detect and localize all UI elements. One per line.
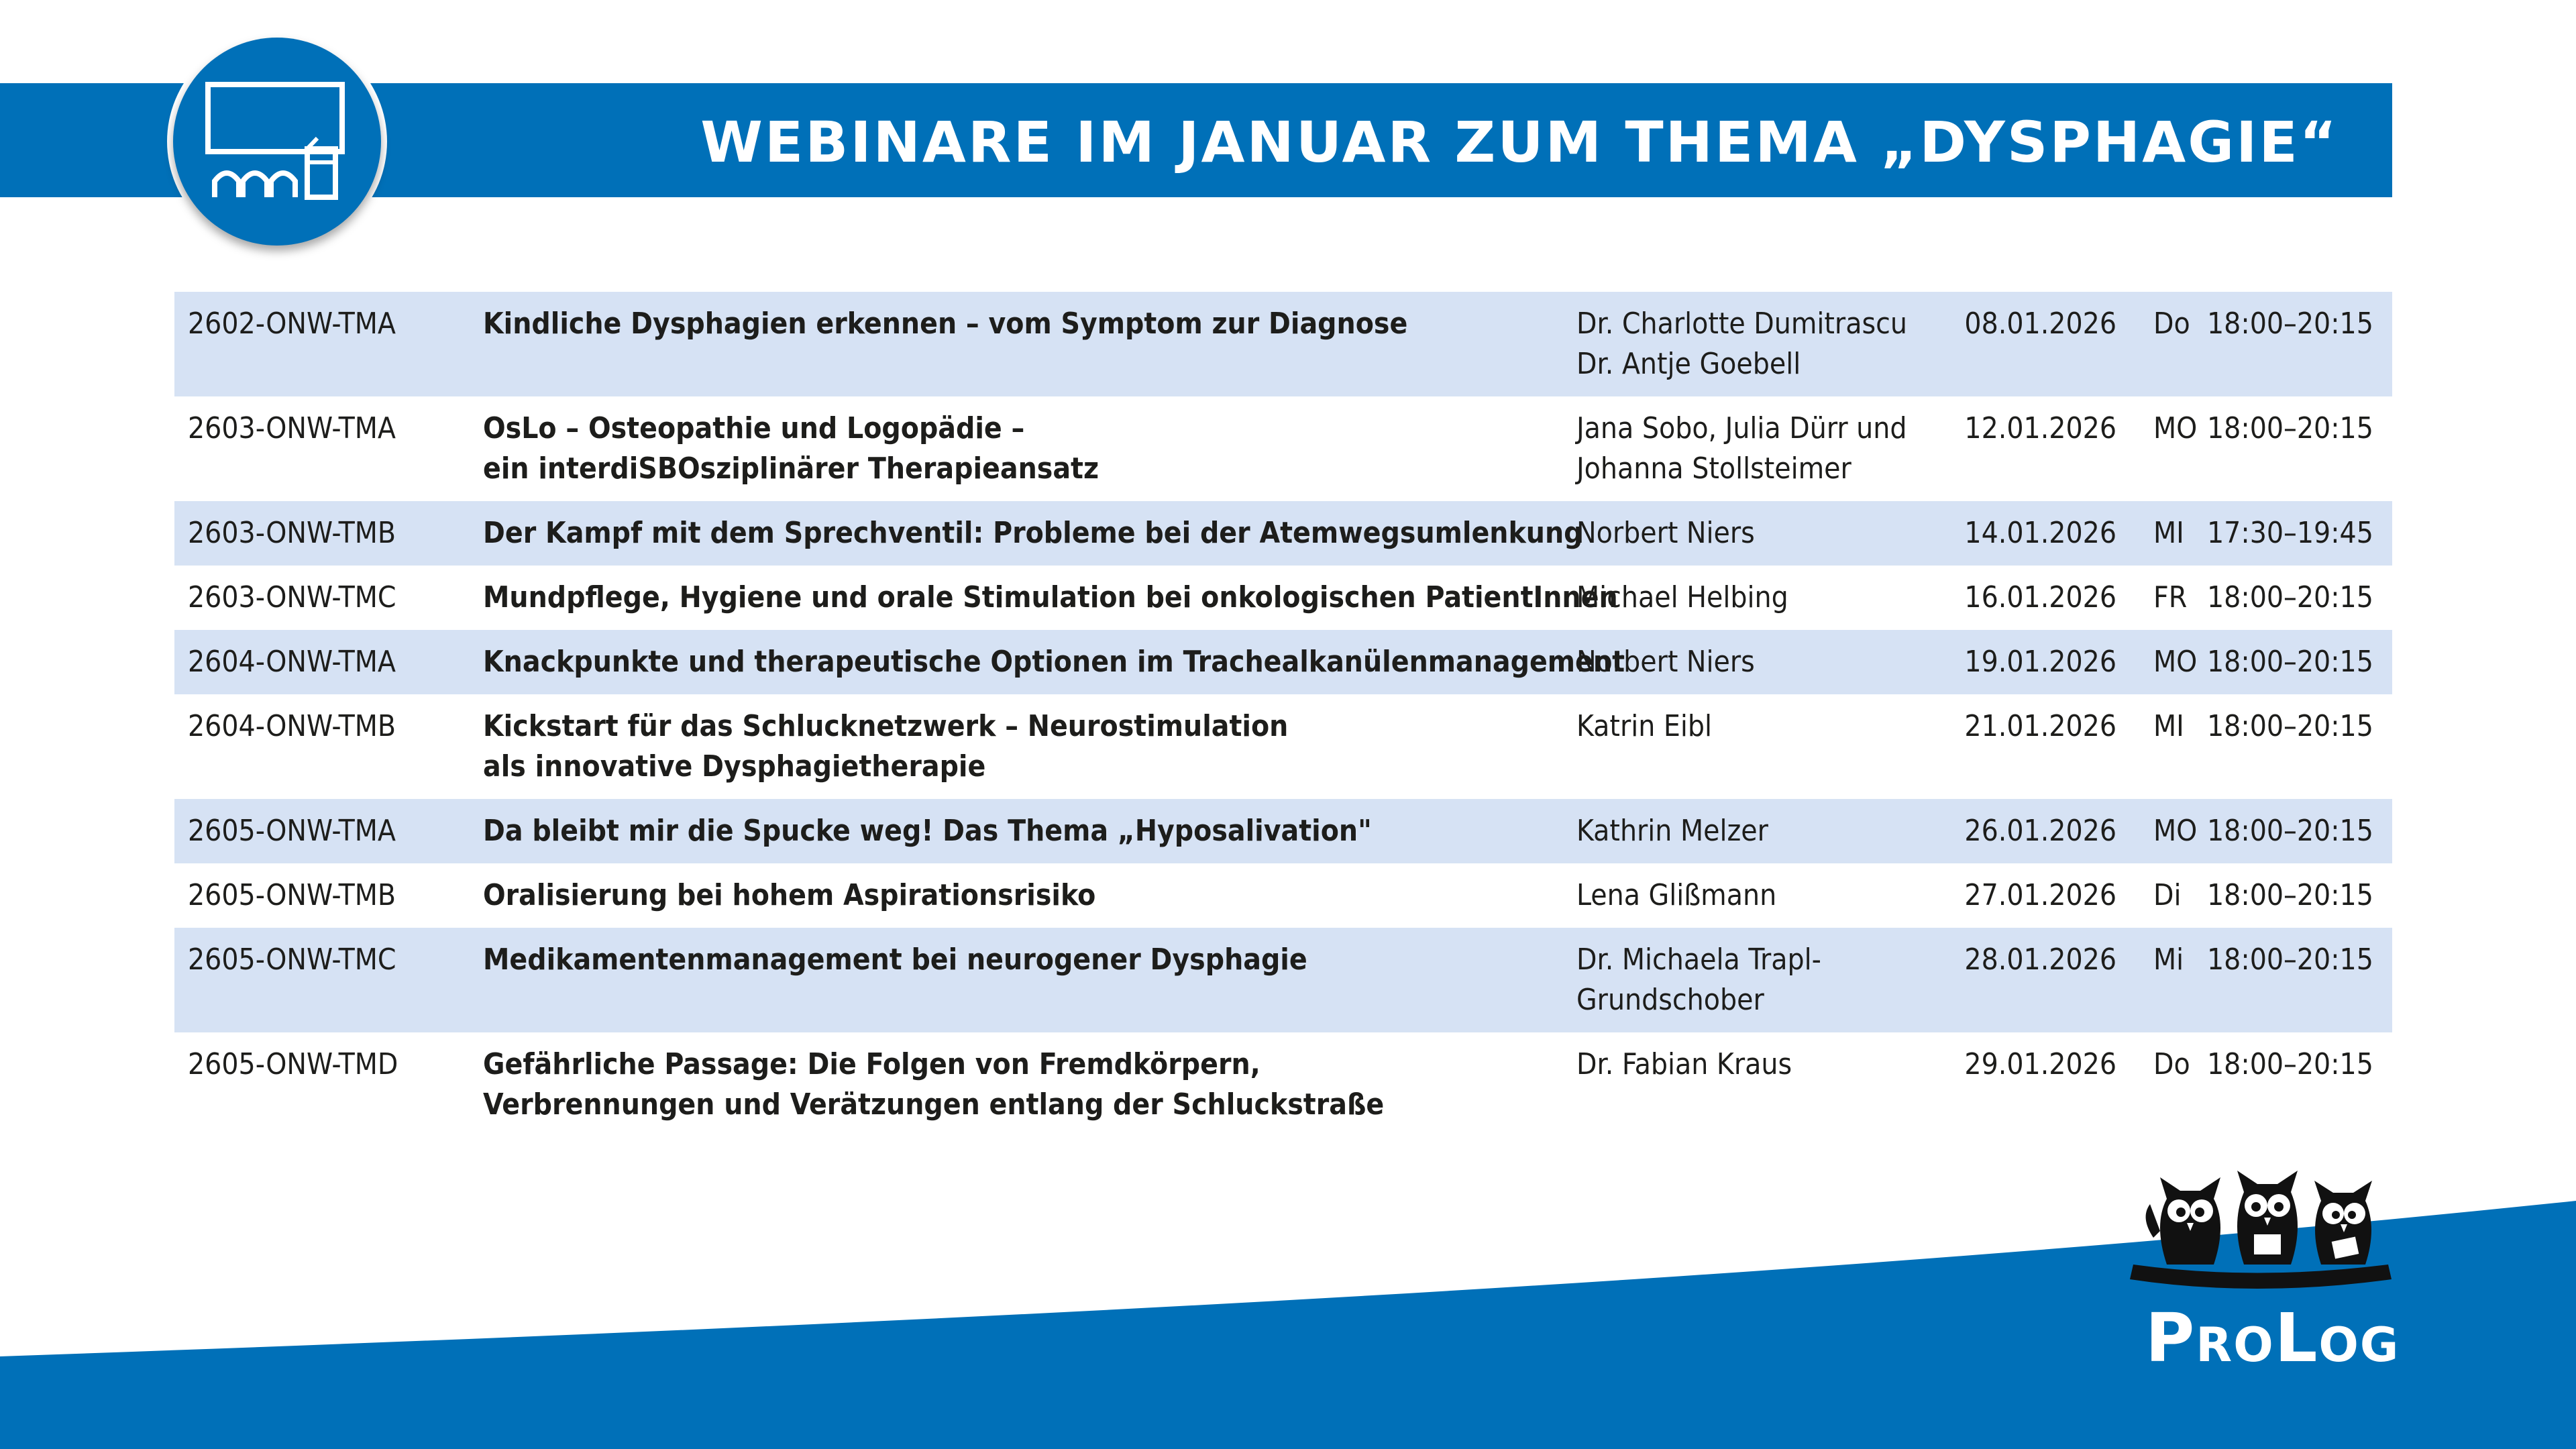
course-code: 2602-ONW-TMA: [188, 307, 396, 341]
table-row: [174, 928, 2392, 1032]
time: 18:00–20:15: [2207, 411, 2373, 445]
weekday: MI: [2153, 516, 2184, 550]
table-row: [174, 694, 2392, 799]
time: 18:00–20:15: [2207, 943, 2373, 977]
speaker: Katrin Eibl: [1576, 709, 1713, 743]
weekday: Di: [2153, 878, 2182, 912]
weekday: FR: [2153, 580, 2188, 614]
webinar-title: Kickstart für das Schlucknetzwerk – Neurostimulation als innovative Dysphagietherapie: [483, 709, 1289, 784]
speaker: Dr. Charlotte Dumitrascu Dr. Antje Goebell: [1576, 307, 1907, 381]
webinar-title: Knackpunkte und therapeutische Optionen im Trachealkanülenmanagement: [483, 645, 1625, 679]
webinar-title: Mundpflege, Hygiene und orale Stimulation bei onkologischen PatientInnen: [483, 580, 1618, 614]
webinar-title: Der Kampf mit dem Sprechventil: Probleme bei der Atemwegsumlenkung: [483, 516, 1583, 550]
webinar-title: Medikamentenmanagement bei neurogener Dysphagie: [483, 943, 1307, 977]
brand-name: ProLog: [2145, 1299, 2400, 1377]
webinar-title: Gefährliche Passage: Die Folgen von Fremdkörpern, Verbrennungen und Verätzungen entlang der Schluckstraße: [483, 1047, 1385, 1122]
speaker: Kathrin Melzer: [1576, 814, 1768, 848]
table-row: [174, 1032, 2392, 1137]
webinar-title: Oralisierung bei hohem Aspirationsrisiko: [483, 878, 1096, 912]
date: 14.01.2026: [1964, 516, 2116, 550]
speaker: Norbert Niers: [1576, 516, 1755, 550]
date: 27.01.2026: [1964, 878, 2116, 912]
table-row: [174, 292, 2392, 396]
speaker: Dr. Michaela Trapl- Grundschober: [1576, 943, 1821, 1017]
date: 16.01.2026: [1964, 580, 2116, 614]
course-code: 2604-ONW-TMA: [188, 645, 396, 679]
course-code: 2603-ONW-TMA: [188, 411, 396, 445]
weekday: Mi: [2153, 943, 2184, 977]
table-row: [174, 863, 2392, 928]
date: 19.01.2026: [1964, 645, 2116, 679]
course-code: 2603-ONW-TMC: [188, 580, 396, 614]
time: 18:00–20:15: [2207, 878, 2373, 912]
webinar-schedule-table: [174, 292, 2392, 1137]
webinar-title: Kindliche Dysphagien erkennen – vom Symptom zur Diagnose: [483, 307, 1408, 341]
time: 18:00–20:15: [2207, 814, 2373, 848]
time: 18:00–20:15: [2207, 709, 2373, 743]
course-code: 2605-ONW-TMA: [188, 814, 396, 848]
webinar-title: Da bleibt mir die Spucke weg! Das Thema „Hyposalivation": [483, 814, 1372, 848]
table-row: [174, 566, 2392, 630]
owls-logo-icon: [2120, 1164, 2395, 1308]
time: 18:00–20:15: [2207, 1047, 2373, 1081]
course-code: 2605-ONW-TMD: [188, 1047, 398, 1081]
table-row: [174, 799, 2392, 863]
date: 26.01.2026: [1964, 814, 2116, 848]
weekday: MO: [2153, 411, 2198, 445]
weekday: Do: [2153, 1047, 2190, 1081]
table-row: [174, 396, 2392, 501]
weekday: MO: [2153, 814, 2198, 848]
date: 21.01.2026: [1964, 709, 2116, 743]
presentation-classroom-icon: [173, 38, 381, 246]
time: 17:30–19:45: [2207, 516, 2373, 550]
course-code: 2604-ONW-TMB: [188, 709, 396, 743]
course-code: 2603-ONW-TMB: [188, 516, 396, 550]
speaker: Michael Helbing: [1576, 580, 1788, 614]
date: 28.01.2026: [1964, 943, 2116, 977]
course-code: 2605-ONW-TMB: [188, 878, 396, 912]
webinar-title: OsLo – Osteopathie und Logopädie – ein interdiSBOsziplinärer Therapieansatz: [483, 411, 1099, 486]
speaker: Jana Sobo, Julia Dürr und Johanna Stollsteimer: [1576, 411, 1907, 486]
page-title: WEBINARE IM JANUAR ZUM THEMA „DYSPHAGIE“: [700, 109, 2339, 175]
time: 18:00–20:15: [2207, 580, 2373, 614]
table-row: [174, 630, 2392, 694]
weekday: MO: [2153, 645, 2198, 679]
course-code: 2605-ONW-TMC: [188, 943, 396, 977]
weekday: Do: [2153, 307, 2190, 341]
time: 18:00–20:15: [2207, 307, 2373, 341]
speaker: Lena Glißmann: [1576, 878, 1777, 912]
speaker: Dr. Fabian Kraus: [1576, 1047, 1792, 1081]
date: 12.01.2026: [1964, 411, 2116, 445]
table-row: [174, 501, 2392, 566]
speaker: Norbert Niers: [1576, 645, 1755, 679]
time: 18:00–20:15: [2207, 645, 2373, 679]
weekday: MI: [2153, 709, 2184, 743]
date: 29.01.2026: [1964, 1047, 2116, 1081]
date: 08.01.2026: [1964, 307, 2116, 341]
